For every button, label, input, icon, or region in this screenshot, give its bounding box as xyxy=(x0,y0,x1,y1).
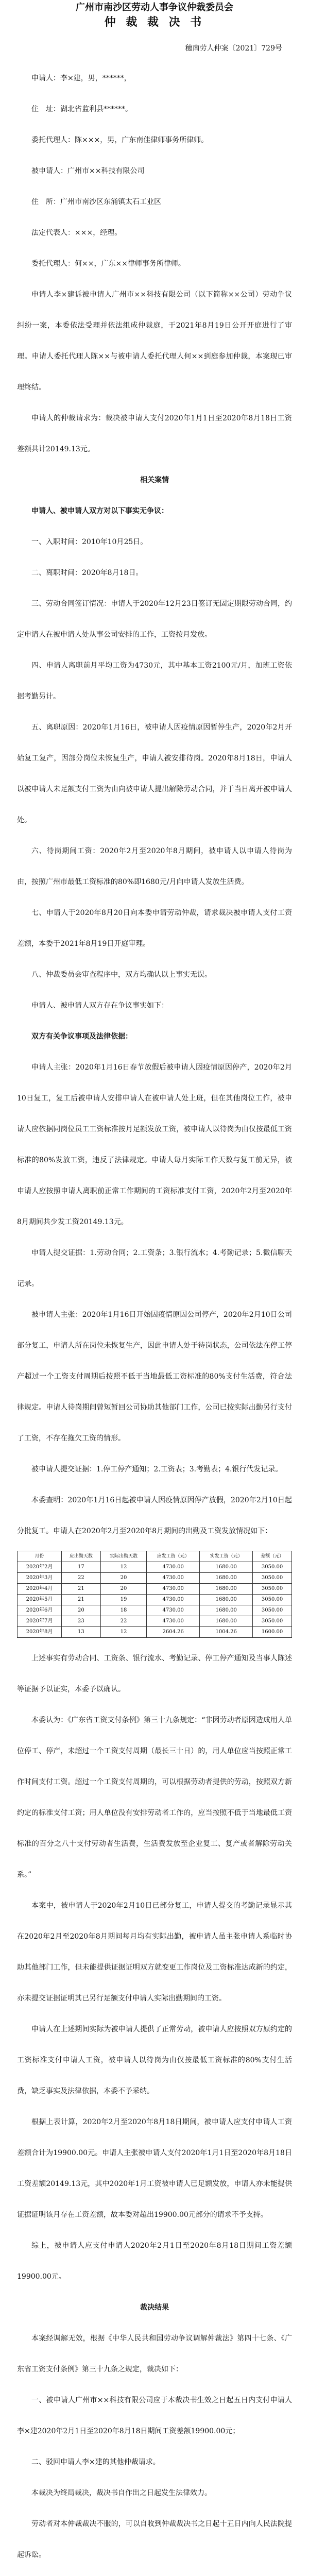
paragraph: 二、驳回申请人李×建的其他仲裁请求。 xyxy=(31,2458,160,2466)
table-header-cell: 实际出勤天数 xyxy=(100,1551,146,1562)
table-cell: 12 xyxy=(100,1627,146,1638)
paragraph: 被申请人：广州市××科技有限公司 xyxy=(31,167,145,175)
table-cell: 1680.00 xyxy=(200,1595,253,1605)
table-header-cell: 实发工资（元） xyxy=(200,1551,253,1562)
table-cell: 4730.00 xyxy=(147,1605,200,1616)
table-cell: 21 xyxy=(62,1584,101,1595)
paragraph: 根据上表计算，2020年2月至2020年8月18日期间，被申请人应支付申请人工资差额合计为19900.00元。申请人主张被申请人支付2020年1月1日至2020年8月18日工资差额20149.13元，其中2020年1月工资被申请人已足额发放，申请人亦未能提供证据证明该月存在工资差额，故本委对超出19900.00元部分的请求不予支持。 xyxy=(17,2118,292,2219)
paragraph: 八、仲裁委员会审查程序中，双方均确认以上事实无误。 xyxy=(31,971,212,979)
table-row xyxy=(18,1584,292,1595)
paragraph: 被申请人提交证据：1.停工停产通知；2.工资表；3.考勤表；4.银行代发记录。 xyxy=(31,1465,283,1473)
table-cell: 3050.00 xyxy=(253,1595,292,1605)
paragraph: 五、离职原因：2020年1月16日，被申请人因疫情原因暂停生产，2020年2月开始复工复产，因部分岗位未恢复生产，申请人被安排待岗。2020年8月18日，申请人以被申请人未足额支付工资为由向被申请人提出解除劳动合同，并于当日离开被申请人处。 xyxy=(17,723,292,824)
paragraph: 委托代理人：何××，广东××律师事务所律师。 xyxy=(31,260,185,268)
table-cell: 3050.00 xyxy=(253,1584,292,1595)
paragraph: 法定代表人：×××，经理。 xyxy=(31,229,122,237)
paragraph: 本案中，被申请人于2020年2月10日已部分复工，申请人提交的考勤记录显示其在2020年2月至2020年8月期间每月均有实际出勤，被申请人虽主张申请人系临时协助其他部门工作，但未能提供证据证明双方就变更工作岗位及工资标准达成新的约定，亦未提交证据证明其已另行足额支付申请人实际出勤期间的工资。 xyxy=(17,1902,292,2003)
paragraph: 住 址：湖北省监利县******。 xyxy=(31,105,132,113)
paragraph: 委托代理人：陈×××，男，广东南佳律师事务所律师。 xyxy=(31,136,209,144)
paragraph: 三、劳动合同签订情况：申请人于2020年12月23日签订无固定期限劳动合同，约定申请人在被申请人处从事公司安排的工作，工资按月发放。 xyxy=(17,600,292,639)
table-cell: 1680.00 xyxy=(200,1584,253,1595)
paragraph: 双方有关争议事项及法律依据： xyxy=(31,1032,132,1041)
paragraph: 劳动者对本仲裁裁决不服的，可以自收到仲裁裁决书之日起十五日内向人民法院提起诉讼。 xyxy=(17,2520,292,2559)
case-number: 穗南劳人仲案〔2021〕729号 xyxy=(185,44,282,53)
document-subtitle: 仲 裁 裁 决 书 xyxy=(104,15,205,29)
table-cell: 1600.00 xyxy=(253,1627,292,1638)
wage-table xyxy=(17,1551,292,1638)
paragraph: 申请人在上述期间实际为被申请人提供了正常劳动，被申请人应按照双方原约定的工资标准支付申请人工资，被申请人以待岗为由仅按最低工资标准的80%支付生活费，缺乏事实及法律依据，本委不予采纳。 xyxy=(17,2025,292,2095)
table-cell: 3050.00 xyxy=(253,1605,292,1616)
paragraph: 一、入职时间：2010年10月25日。 xyxy=(31,538,148,546)
table-row xyxy=(18,1562,292,1573)
table-cell: 1680.00 xyxy=(200,1573,253,1584)
paragraph: 二、离职时间：2020年8月18日。 xyxy=(31,569,143,577)
table-cell: 2020年2月 xyxy=(18,1562,62,1573)
table-cell: 1004.26 xyxy=(200,1627,253,1638)
table-cell: 19 xyxy=(100,1595,146,1605)
table-cell: 2020年8月 xyxy=(18,1627,62,1638)
paragraph xyxy=(17,2570,292,2576)
table-row xyxy=(18,1573,292,1584)
table-row xyxy=(18,1616,292,1627)
table-cell: 4730.00 xyxy=(147,1562,200,1573)
paragraph: 一、被申请人广州市××科技有限公司应于本裁决书生效之日起五日内支付申请人李×建2020年2月1日至2020年8月18日期间工资差额19900.00元； xyxy=(17,2396,292,2435)
table-cell: 3050.00 xyxy=(253,1616,292,1627)
table-cell: 3050.00 xyxy=(253,1562,292,1573)
table-cell: 20 xyxy=(100,1584,146,1595)
table-header-cell: 差额（元） xyxy=(253,1551,292,1562)
paragraph: 申请人主张：2020年1月16日春节放假后被申请人因疫情原因停产，2020年2月10日复工，复工后被申请人安排申请人在被申请人处上班，但在其他岗位工作，被申请人应依据同岗位员工工资标准按月足额发放工资，被申请人以待岗为由仅按最低工资标准的80%发放工资，违反了法律规定。申请人每月实际工作天数与复工前无异，被申请人应按照申请人离职前正常工作期间的工资标准支付工资，2020年2月至2020年8月期间共少发工资20149.13元。 xyxy=(17,1063,292,1226)
paragraph: 上述事实有劳动合同、工资条、银行流水、考勤记录、停工停产通知及当事人陈述等证据予以证实，本委予以确认。 xyxy=(17,1654,292,1693)
table-header-cell: 应发工资（元） xyxy=(147,1551,200,1562)
paragraph: 裁决结果 xyxy=(140,2303,169,2312)
paragraph: 申请人、被申请人双方对以下事实无争议： xyxy=(31,507,168,515)
table-cell: 2020年7月 xyxy=(18,1616,62,1627)
paragraph: 申请人的仲裁请求为：裁决被申请人支付2020年1月1日至2020年8月18日工资差额共计20149.13元。 xyxy=(17,414,292,453)
paragraph: 本委查明：2020年1月16日起被申请人因疫情原因停产放假，2020年2月10日起分批复工。申请人在2020年2月至2020年8月期间的出勤及工资发放情况如下： xyxy=(17,1496,292,1535)
paragraph: 申请人：李×建，男，******， xyxy=(31,74,131,82)
paragraphs-part-1 xyxy=(17,63,292,1547)
paragraph: 本裁决为终局裁决，裁决书自作出之日起发生法律效力。 xyxy=(31,2489,212,2497)
table-cell: 2020年6月 xyxy=(18,1605,62,1616)
table-cell: 18 xyxy=(100,1605,146,1616)
table-cell: 4730.00 xyxy=(147,1584,200,1595)
table-cell: 22 xyxy=(62,1573,101,1584)
table-cell: 1680.00 xyxy=(200,1562,253,1573)
table-cell: 22 xyxy=(100,1616,146,1627)
table-cell: 20 xyxy=(62,1605,101,1616)
table-cell: 21 xyxy=(62,1595,101,1605)
paragraph: 本案经调解无效，根据《中华人民共和国劳动争议调解仲裁法》第四十七条、《广东省工资支付条例》第三十九条之规定，裁决如下： xyxy=(17,2334,292,2374)
table-cell: 2020年4月 xyxy=(18,1584,62,1595)
paragraph: 被申请人主张：2020年1月16日开始因疫情原因公司停产，2020年2月10日公司部分复工，申请人所在岗位未恢复生产，因此申请人处于待岗状态，公司依法在停工停产超过一个工资支付周期后按照不低于当地最低工资标准的80%支付生活费，符合法律规定。申请人待岗期间曾短暂回公司协助其他部门工作，公司已按实际出勤另行支付了工资，不存在拖欠工资的情形。 xyxy=(17,1311,292,1443)
wage-table-body xyxy=(18,1562,292,1638)
table-cell: 17 xyxy=(62,1562,101,1573)
table-cell: 20 xyxy=(100,1573,146,1584)
table-cell: 1680.00 xyxy=(200,1616,253,1627)
table-cell: 4730.00 xyxy=(147,1573,200,1584)
paragraph: 四、申请人离职前月平均工资为4730元，其中基本工资2100元/月，加班工资依据考勤另计。 xyxy=(17,662,292,701)
document-body xyxy=(17,63,292,2576)
table-cell: 1680.00 xyxy=(200,1605,253,1616)
table-cell: 12 xyxy=(100,1562,146,1573)
table-row xyxy=(18,1595,292,1605)
paragraph: 申请人提交证据：1.劳动合同；2.工资条；3.银行流水；4.考勤记录；5.微信聊天记录。 xyxy=(17,1249,292,1288)
table-cell: 2604.26 xyxy=(147,1627,200,1638)
table-cell: 2020年3月 xyxy=(18,1573,62,1584)
paragraph: 住 所：广州市南沙区东涌镇太石工业区 xyxy=(31,198,161,206)
table-row xyxy=(18,1627,292,1638)
paragraphs-part-2 xyxy=(17,1643,292,2576)
paragraph: 七、申请人于2020年8月20日向本委申请劳动仲裁，请求裁决被申请人支付工资差额，本委于2021年8月19日开庭审理。 xyxy=(17,909,292,948)
table-header-cell: 应出勤天数 xyxy=(62,1551,101,1562)
table-cell: 4730.00 xyxy=(147,1616,200,1627)
table-cell: 23 xyxy=(62,1616,101,1627)
table-cell: 3050.00 xyxy=(253,1573,292,1584)
paragraph: 申请人李×建诉被申请人广州市××科技有限公司（以下简称××公司）劳动争议纠纷一案，本委依法受理并依法组成仲裁庭，于2021年8月19日公开开庭进行了审理。申请人委托代理人陈××与被申请人委托代理人何××到庭参加仲裁，本案现已审理终结。 xyxy=(17,291,292,392)
table-cell: 13 xyxy=(62,1627,101,1638)
table-cell: 2020年5月 xyxy=(18,1595,62,1605)
paragraph: 相关案情 xyxy=(140,476,169,484)
paragraph: 本委认为：《广东省工资支付条例》第三十九条规定：“非因劳动者原因造成用人单位停工、停产，未超过一个工资支付周期（最长三十日）的，用人单位应当按照正常工作时间支付工资。超过一个工资支付周期的，可以根据劳动者提供的劳动，按照双方新约定的标准支付工资；用人单位没有安排劳动者工作的，应当按照不低于当地最低工资标准的百分之八十支付劳动者生活费，生活费发放至企业复工、复产或者解除劳动关系。” xyxy=(17,1716,292,1879)
table-header-cell: 月份 xyxy=(18,1551,62,1562)
paragraph: 六、待岗期间工资：2020年2月至2020年8月期间，被申请人以申请人待岗为由，按照广州市最低工资标准的80%即1680元/月向申请人发放生活费。 xyxy=(17,847,292,886)
table-row xyxy=(18,1605,292,1616)
wage-table-header xyxy=(18,1551,292,1562)
table-cell: 4730.00 xyxy=(147,1595,200,1605)
document-title: 广州市南沙区劳动人事争议仲裁委员会 xyxy=(76,2,233,13)
paragraph: 综上，被申请人应支付申请人2020年2月1日至2020年8月18日期间工资差额19900.00元。 xyxy=(17,2242,292,2281)
paragraph: 申请人、被申请人双方存在争议事实如下： xyxy=(31,1002,168,1010)
